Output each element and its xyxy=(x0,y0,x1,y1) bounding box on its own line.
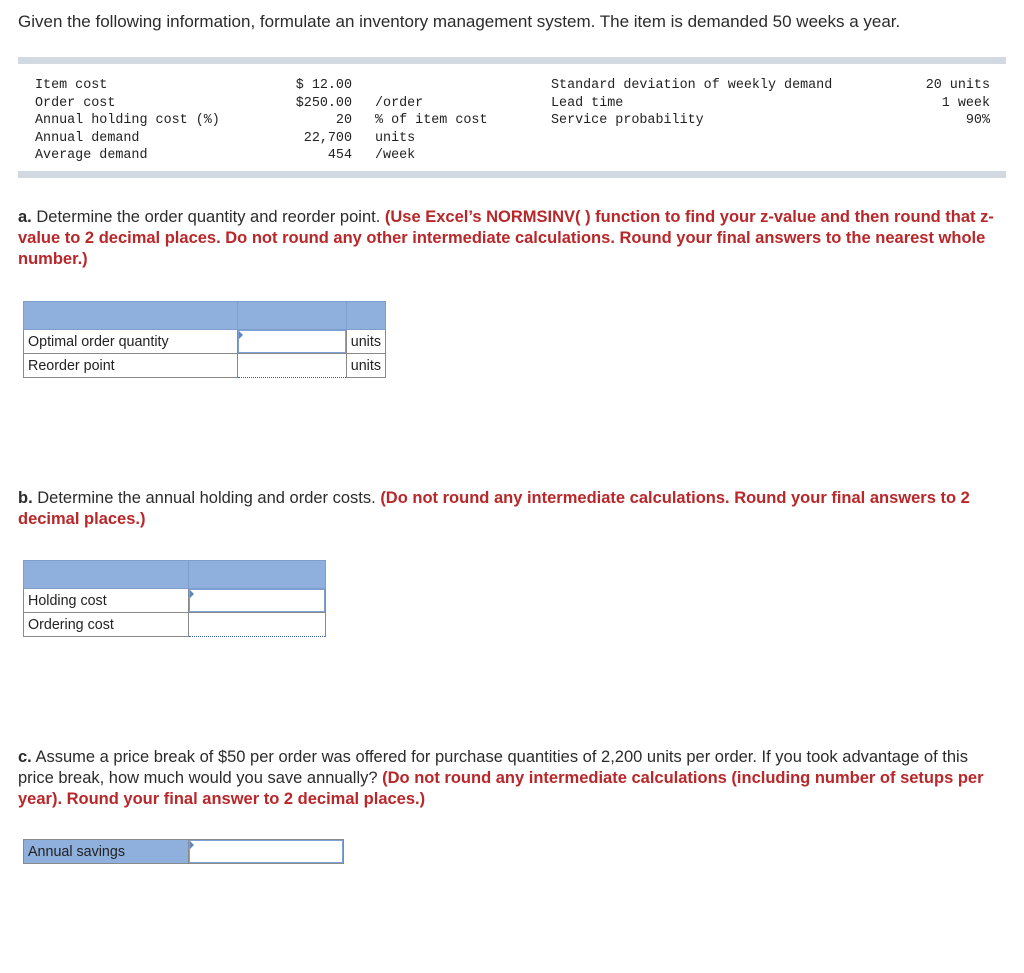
part-a-instruction: (Use Excel’s NORMSINV( ) function to find your z-value and then round that z-value to 2 decimal places. Do not round any other intermediate calculations. Round your final answers to the nearest whole number.) xyxy=(18,208,994,268)
part-a-text: Determine the order quantity and reorder point. xyxy=(31,208,385,226)
info-top-divider xyxy=(18,57,1006,64)
problem-intro: Given the following information, formulate an inventory management system. The item is demanded 50 weeks a year. xyxy=(18,12,901,31)
info-left-values xyxy=(270,77,352,165)
header-cell xyxy=(24,561,189,589)
unit-label: units xyxy=(346,354,385,378)
row-label: Reorder point xyxy=(24,354,238,378)
info-value: 1 week xyxy=(941,95,990,111)
info-label: Service probability xyxy=(551,113,704,129)
info-value: 90% xyxy=(965,113,990,129)
answer-cell xyxy=(238,354,346,378)
info-bottom-divider xyxy=(18,171,1006,178)
part-a-question xyxy=(18,207,1008,270)
part-c-text: Assume a price break of $50 per order was offered for purchase quantities of 2,200 units per order. If you took advantage of this price break, how much would you save annually? xyxy=(18,748,968,787)
table-row xyxy=(24,613,326,637)
info-unit: /week xyxy=(375,148,416,164)
info-label: Item cost xyxy=(35,78,108,93)
cell-marker-icon xyxy=(190,841,194,849)
holding-cost-input[interactable] xyxy=(189,589,325,612)
info-label: Standard deviation of weekly demand xyxy=(551,78,833,93)
part-b-instruction: (Do not round any intermediate calculations. Round your final answers to 2 decimal places.) xyxy=(18,489,970,528)
info-label: Average demand xyxy=(35,148,148,164)
table-header-row xyxy=(24,302,386,330)
part-b-text: Determine the annual holding and order costs. xyxy=(32,489,381,507)
info-right-values xyxy=(900,77,990,130)
info-value: $250.00 xyxy=(295,95,352,111)
info-value: 20 units xyxy=(925,78,990,93)
info-right-labels xyxy=(551,77,832,130)
header-cell xyxy=(24,302,238,330)
reorder-point-input[interactable] xyxy=(238,354,345,377)
table-row xyxy=(24,354,386,378)
annual-savings-input[interactable] xyxy=(189,840,343,863)
info-label: Annual demand xyxy=(35,130,140,146)
answer-cell xyxy=(188,613,325,637)
info-unit: % of item cost xyxy=(375,113,488,129)
answer-cell xyxy=(188,589,325,613)
info-left-units xyxy=(375,77,488,165)
part-c-answer-table xyxy=(23,839,344,864)
info-unit xyxy=(375,77,488,95)
part-b-question xyxy=(18,488,1008,530)
info-value: 454 xyxy=(327,148,352,164)
row-label: Annual savings xyxy=(24,840,189,864)
header-cell xyxy=(188,561,325,589)
answer-cell xyxy=(238,330,346,354)
info-unit: /order xyxy=(375,95,424,111)
row-label: Optimal order quantity xyxy=(24,330,238,354)
header-cell xyxy=(238,302,346,330)
cell-marker-icon xyxy=(239,331,243,339)
part-b-answer-table xyxy=(23,560,326,637)
unit-label: units xyxy=(346,330,385,354)
table-header-row xyxy=(24,561,326,589)
info-unit: units xyxy=(375,130,416,146)
optimal-order-quantity-input[interactable] xyxy=(238,330,345,353)
ordering-cost-input[interactable] xyxy=(189,613,325,636)
row-label: Holding cost xyxy=(24,589,189,613)
part-c-instruction: (Do not round any intermediate calculations (including number of setups per year). Round your final answer to 2 decimal places.) xyxy=(18,769,984,808)
cell-marker-icon xyxy=(190,590,194,598)
table-row xyxy=(24,330,386,354)
part-b-letter: b. xyxy=(18,489,33,507)
info-value: 22,700 xyxy=(303,130,352,146)
info-value: $ 12.00 xyxy=(295,78,352,93)
row-label: Ordering cost xyxy=(24,613,189,637)
info-left-labels xyxy=(35,77,220,165)
part-a-letter: a. xyxy=(18,208,32,226)
table-row xyxy=(24,589,326,613)
part-c-letter: c. xyxy=(18,748,32,766)
answer-cell xyxy=(188,840,343,864)
part-c-question xyxy=(18,747,1008,810)
header-cell xyxy=(346,302,385,330)
info-label: Order cost xyxy=(35,95,116,111)
info-label: Annual holding cost (%) xyxy=(35,113,220,129)
part-a-answer-table xyxy=(23,301,386,378)
info-label: Lead time xyxy=(551,95,624,111)
table-row xyxy=(24,840,344,864)
info-value: 20 xyxy=(335,113,352,129)
